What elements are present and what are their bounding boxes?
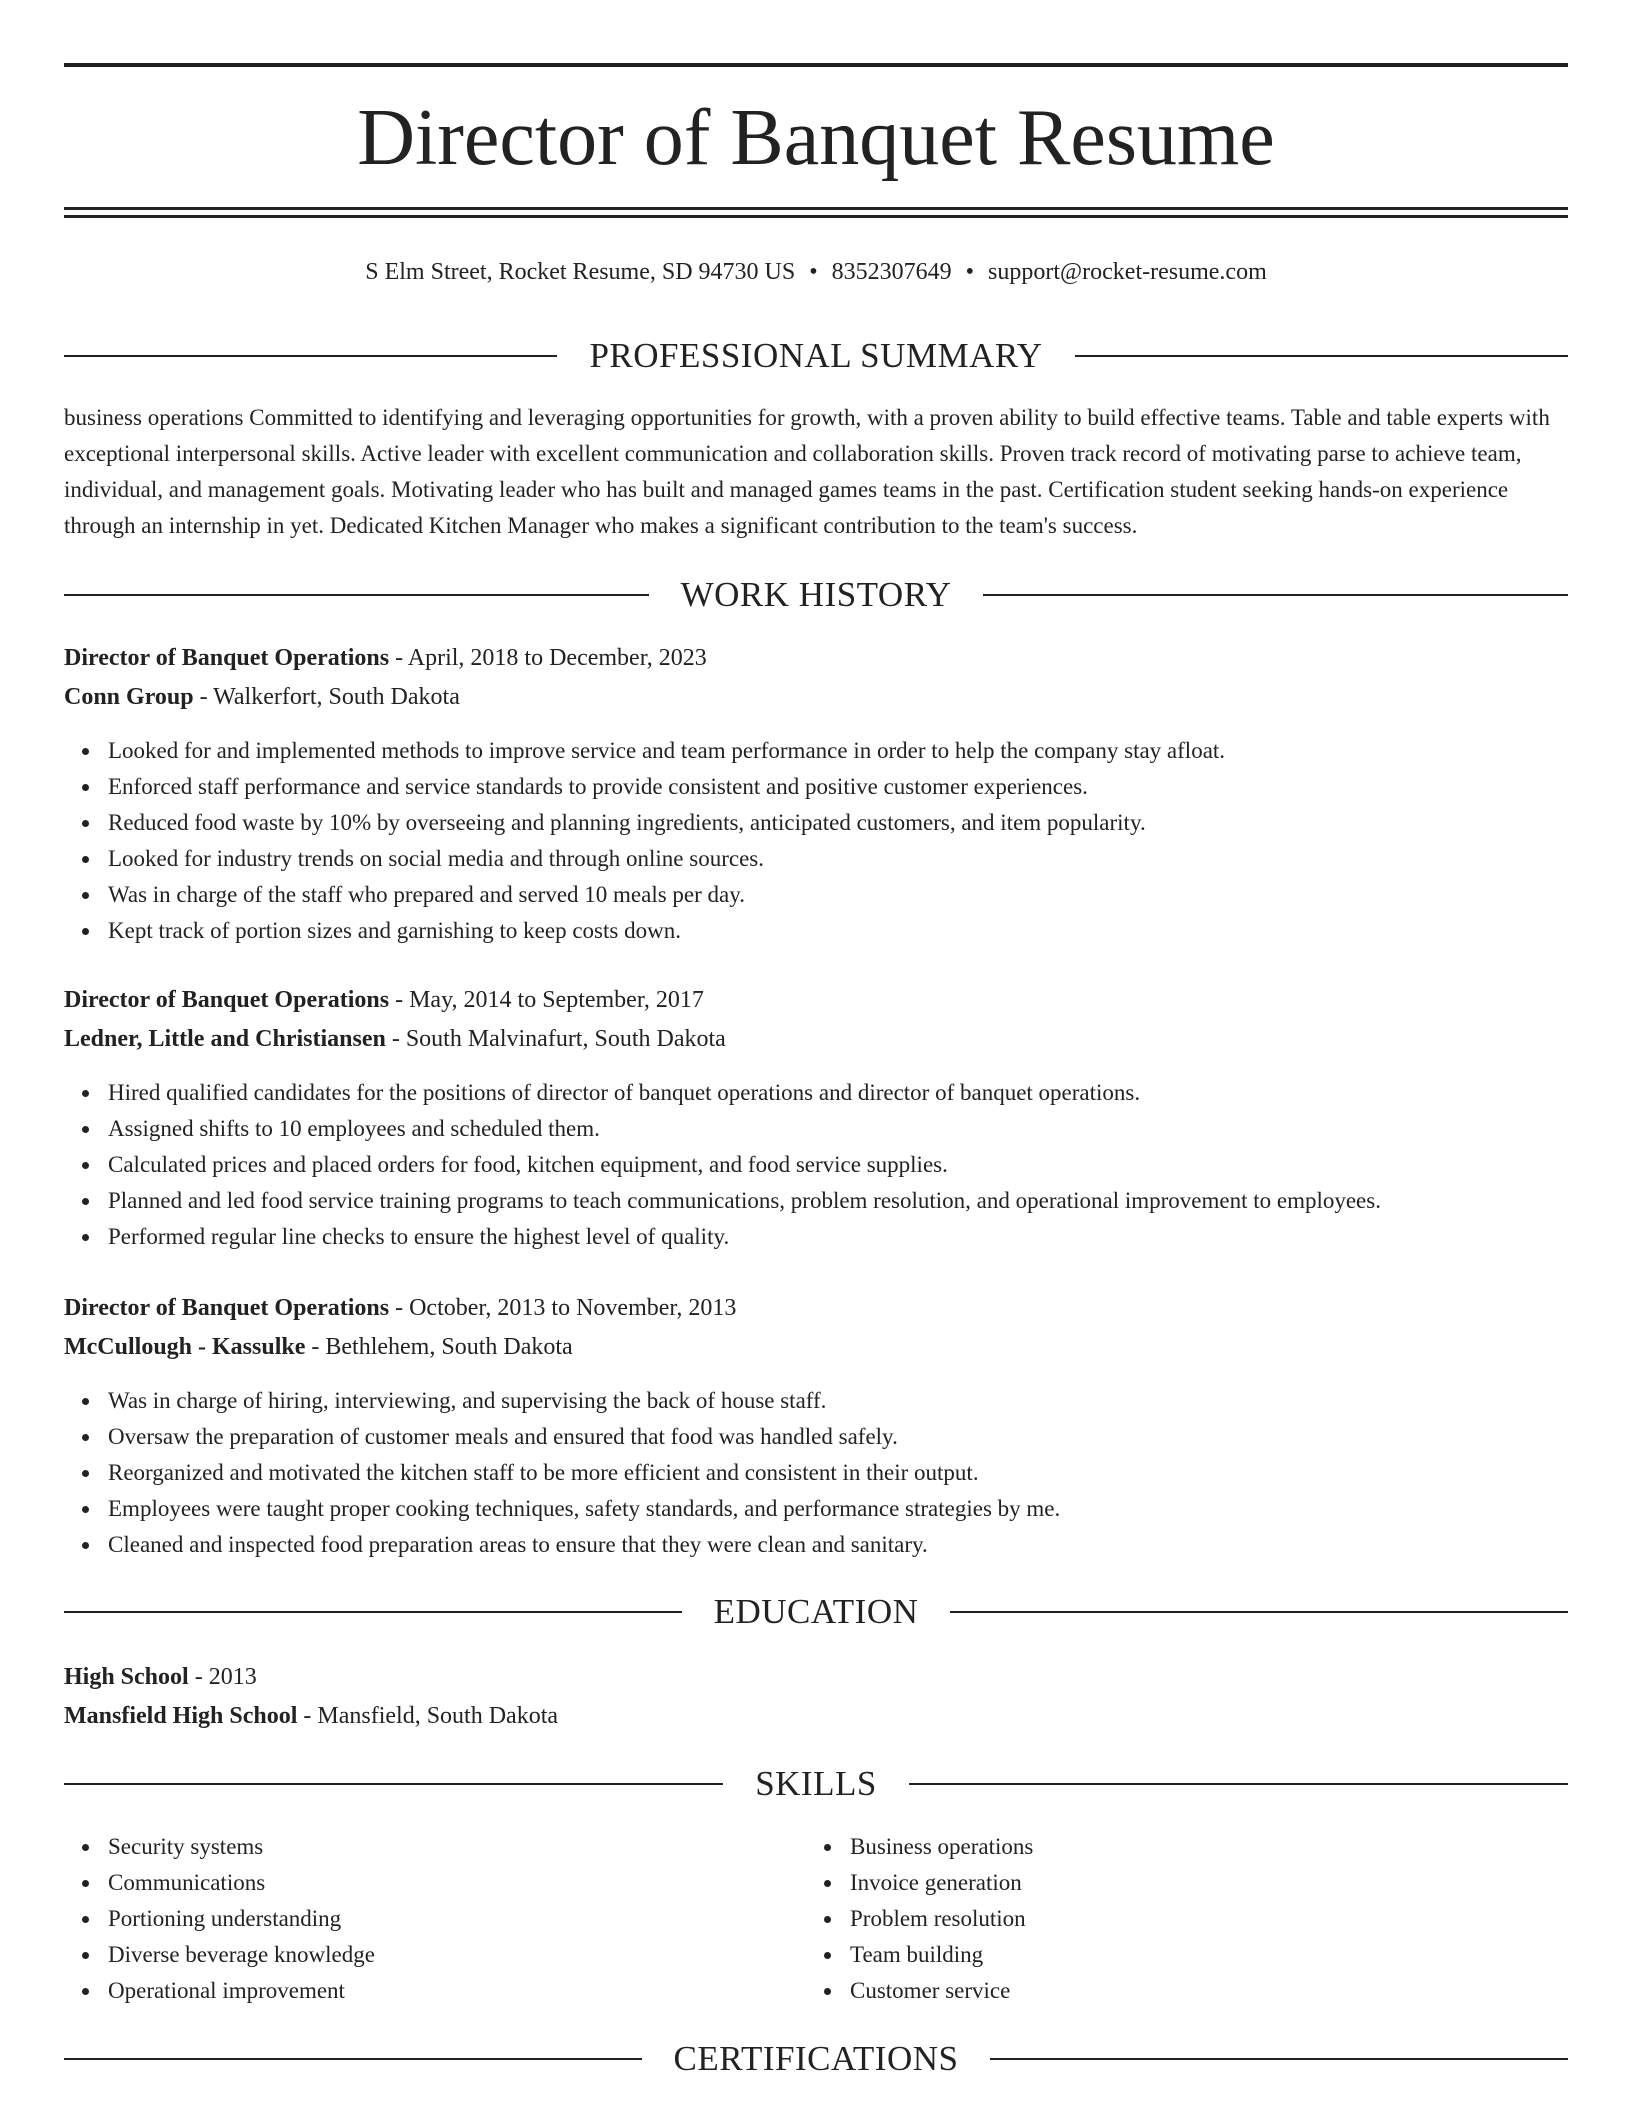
list-item: Reorganized and motivated the kitchen staff to be more efficient and consistent in their output. [108,1455,1612,1491]
heading-rule [1075,355,1568,357]
skill-item: Security systems [108,1829,764,1865]
skills-column-right [806,1829,1506,2009]
top-rule [64,63,1568,67]
job-location: South Malvinafurt, South Dakota [405,1026,726,1052]
heading-rule [990,2058,1568,2060]
job-dates: October, 2013 to November, 2013 [409,1295,737,1321]
job-company-line: Ledner, Little and Christiansen - South Malvinafurt, South Dakota [64,1026,726,1052]
job-location: Walkerfort, South Dakota [213,684,460,710]
section-heading-certifications [64,2037,1568,2081]
list-item: Kept track of portion sizes and garnishing to keep costs down. [108,913,1612,949]
job-title-line: Director of Banquet Operations - October, 2013 to November, 2013 [64,1295,737,1321]
section-label: PROFESSIONAL SUMMARY [589,336,1043,375]
list-item: Planned and led food service training programs to teach communications, problem resolution, and operational improvement to employees. [108,1183,1612,1219]
job-title: Director of Banquet Operations [64,1295,390,1321]
skill-item: Diverse beverage knowledge [108,1937,764,1973]
education-school-line: Mansfield High School - Mansfield, South Dakota [64,1703,559,1729]
list-item: Reduced food waste by 10% by overseeing and planning ingredients, anticipated customers, and item popularity. [108,805,1612,841]
skills-list [64,1829,764,2009]
skill-item: Business operations [850,1829,1506,1865]
job-bullets [64,733,1612,949]
skill-item: Team building [850,1937,1506,1973]
heading-rule [909,1783,1568,1785]
job-company: Conn Group [64,684,194,710]
title-rule-lower [64,215,1568,218]
job-dates: May, 2014 to September, 2017 [409,987,704,1013]
skill-item: Operational improvement [108,1973,764,2009]
job-dates: April, 2018 to December, 2023 [407,645,707,671]
job-company: Ledner, Little and Christiansen [64,1026,386,1052]
skill-item: Customer service [850,1973,1506,2009]
contact-email: support@rocket-resume.com [988,259,1267,285]
job-title-line: Director of Banquet Operations - April, 2018 to December, 2023 [64,645,707,671]
skill-item: Communications [108,1865,764,1901]
job-location: Bethlehem, South Dakota [325,1334,573,1360]
resume-title: Director of Banquet Resume [357,94,1275,182]
contact-separator: • [965,259,975,285]
job-bullets [64,1383,1612,1563]
section-label: CERTIFICATIONS [673,2039,959,2078]
heading-rule [64,355,557,357]
contact-separator: • [809,259,818,285]
title-rule-upper [64,207,1568,210]
list-item: Employees were taught proper cooking techniques, safety standards, and performance strategies by me. [108,1491,1612,1527]
job-title-line: Director of Banquet Operations - May, 2014 to September, 2017 [64,987,704,1013]
contact-phone: 8352307649 [831,259,952,285]
list-item: Was in charge of hiring, interviewing, and supervising the back of house staff. [108,1383,1612,1419]
section-label: EDUCATION [713,1592,919,1631]
education-location: Mansfield, South Dakota [317,1703,559,1729]
heading-rule [64,1611,682,1613]
section-label: SKILLS [755,1764,877,1803]
heading-rule [64,2058,642,2060]
section-heading-education [64,1590,1568,1634]
skills-list [806,1829,1506,2009]
job-company-line: McCullough - Kassulke - Bethlehem, South Dakota [64,1334,573,1360]
list-item: Looked for industry trends on social media and through online sources. [108,841,1612,877]
job-company-line: Conn Group - Walkerfort, South Dakota [64,684,460,710]
job-title: Director of Banquet Operations [64,645,390,671]
education-year: 2013 [208,1664,257,1690]
list-item: Looked for and implemented methods to improve service and team performance in order to help the company stay afloat. [108,733,1612,769]
heading-rule [64,1783,723,1785]
list-item: Calculated prices and placed orders for food, kitchen equipment, and food service supplies. [108,1147,1612,1183]
list-item: Oversaw the preparation of customer meals and ensured that food was handled safely. [108,1419,1612,1455]
summary-paragraph: business operations Committed to identifying and leveraging opportunities for growth, with a proven ability to build effective teams. Table and table experts with exceptional interpersonal skills. Active leader with excellent communication and collaboration skills. Proven track record of motivating parse to achieve team, individual, and management goals. Motivating leader who has built and managed games teams in the past. Certification student seeking hands-on experience through an internship in yet. Dedicated Kitchen Manager who makes a significant contribution to the team's success. [64,405,1550,538]
education-school: Mansfield High School [64,1703,298,1729]
heading-rule [64,594,649,596]
section-label: WORK HISTORY [680,575,952,614]
job-title: Director of Banquet Operations [64,987,390,1013]
skills-column-left [64,1829,764,2009]
job-bullets [64,1075,1612,1255]
list-item: Cleaned and inspected food preparation areas to ensure that they were clean and sanitary. [108,1527,1612,1563]
list-item: Enforced staff performance and service standards to provide consistent and positive customer experiences. [108,769,1612,805]
heading-rule [983,594,1568,596]
section-heading-summary [64,334,1568,378]
skill-item: Invoice generation [850,1865,1506,1901]
contact-line [64,255,1568,289]
list-item: Assigned shifts to 10 employees and scheduled them. [108,1111,1612,1147]
job-company: McCullough - Kassulke [64,1334,306,1360]
education-degree-line: High School - 2013 [64,1664,257,1690]
contact-address: S Elm Street, Rocket Resume, SD 94730 US [365,259,796,285]
list-item: Hired qualified candidates for the positions of director of banquet operations and director of banquet operations. [108,1075,1612,1111]
heading-rule [950,1611,1568,1613]
skill-item: Portioning understanding [108,1901,764,1937]
section-heading-work-history [64,573,1568,617]
skill-item: Problem resolution [850,1901,1506,1937]
section-heading-skills [64,1762,1568,1806]
list-item: Was in charge of the staff who prepared and served 10 meals per day. [108,877,1612,913]
list-item: Performed regular line checks to ensure the highest level of quality. [108,1219,1612,1255]
education-degree: High School [64,1664,189,1690]
